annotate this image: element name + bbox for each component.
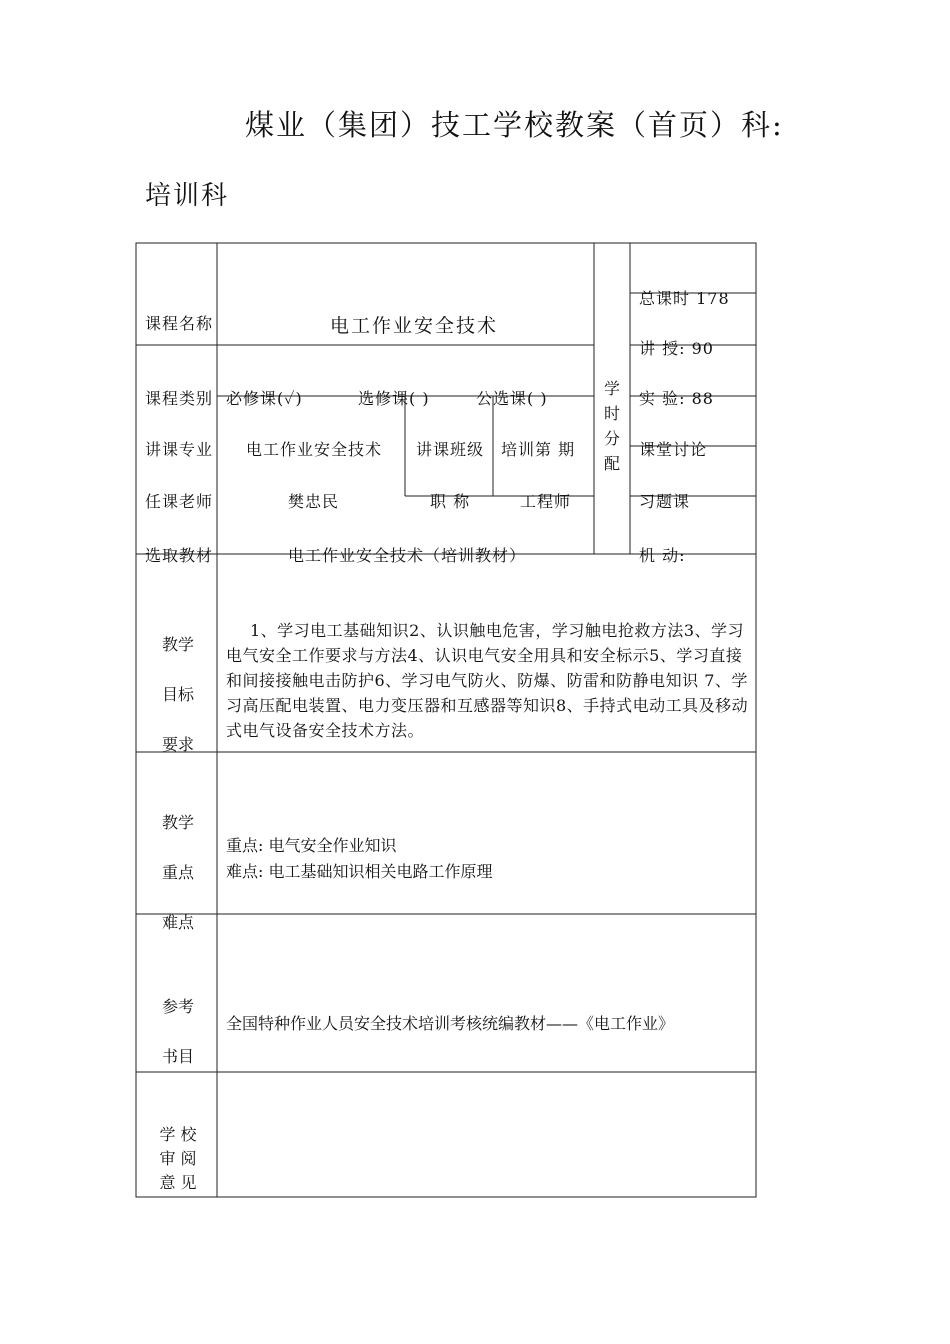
total-hours: 总课时 178: [639, 289, 730, 308]
teaching-goals-label: 教学 目标 要求: [161, 635, 194, 754]
class-label: 讲课班级: [416, 440, 485, 459]
difficulty: 难点: 电工基础知识相关电路工作原理: [226, 862, 493, 881]
class-value: 培训第 期: [501, 440, 576, 459]
key-points-text: [226, 833, 492, 885]
school-review-label: 学 校 审 阅 意 见: [159, 1125, 197, 1192]
lecture-hours: 讲 授: 90: [639, 339, 714, 358]
hours-allocation-label: 学 时 分 配: [603, 379, 620, 473]
teacher-label: 任课老师: [145, 492, 214, 511]
title-value: 工程师: [520, 492, 572, 511]
course-name: 电工作业安全技术: [330, 315, 499, 337]
major: 电工作业安全技术: [246, 440, 383, 459]
major-label: 讲课专业: [145, 440, 214, 459]
references-text: 全国特种作业人员安全技术培训考核统编教材——《电工作业》: [226, 1014, 675, 1033]
discussion-hours: 课堂讨论: [639, 440, 708, 459]
required-course: 必修课(✓): [226, 389, 303, 408]
textbook: 电工作业安全技术（培训教材）: [288, 546, 527, 565]
lab-hours: 实 验: 88: [639, 389, 714, 408]
teacher: 樊忠民: [288, 492, 340, 511]
course-name-label: 课程名称: [145, 314, 214, 333]
public-elective-course: 公选课( ): [476, 389, 548, 408]
flexible-hours: 机 动:: [639, 546, 686, 565]
textbook-label: 选取教材: [145, 546, 214, 565]
key-point: 重点: 电气安全作业知识: [226, 836, 397, 855]
exercise-hours: 习题课: [639, 492, 691, 511]
course-type-label: 课程类别: [145, 389, 214, 408]
department-label: 培训科: [145, 181, 230, 211]
references-label: 参考 书目: [161, 997, 194, 1066]
teaching-goals-text: 1、学习电工基础知识2、认识触电危害，学习触电抢救方法3、学习电气安全工作要求与方法4、认识电气安全用具和安全标示5、学习直接和间接接触电击防护6、学习电气防火、防爆、防雷和防静电知识 7、学习高压配电装置、电力变压器和互感器等知识8、手持式电动工具及移动式电气设备安全技术方法。: [226, 621, 749, 740]
key-points-label: 教学 重点 难点: [161, 813, 194, 932]
elective-course: 选修课( ): [358, 389, 430, 408]
page-title: 煤业（集团）技工学校教案（首页）科:: [245, 108, 784, 142]
title-label: 职 称: [430, 492, 471, 511]
